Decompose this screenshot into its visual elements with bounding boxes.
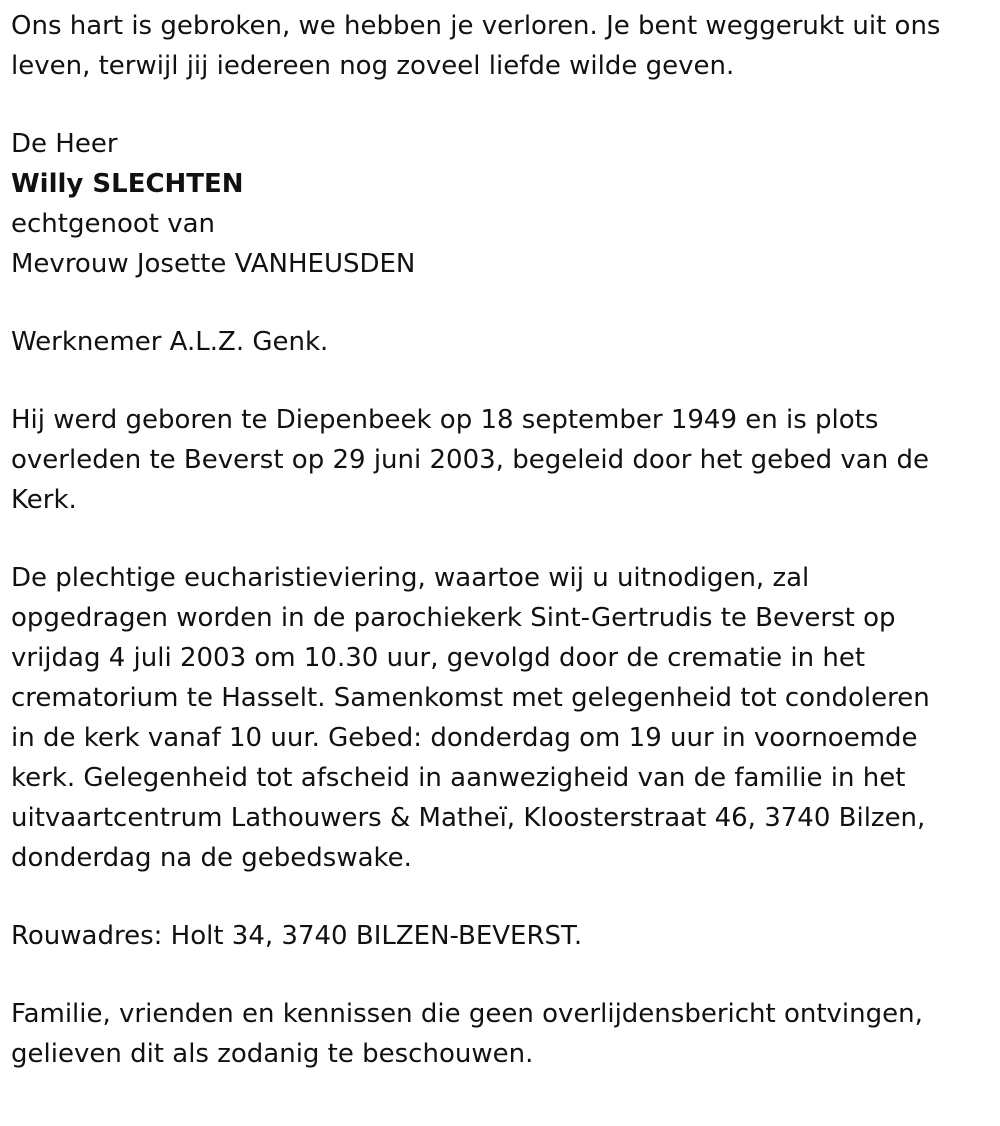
deceased-name: Willy SLECHTEN bbox=[11, 169, 244, 199]
identity-section bbox=[11, 124, 1000, 284]
closing-note: Familie, vrienden en kennissen die geen overlijdensbericht ontvingen, gelieven dit als zodanig te beschouwen. bbox=[11, 999, 923, 1069]
honorific-text: De Heer bbox=[11, 129, 118, 159]
occupation-text: Werknemer A.L.Z. Genk. bbox=[11, 327, 329, 357]
ceremony-details-paragraph: De plechtige eucharistieviering, waartoe wij u uitnodigen, zal opgedragen worden in de parochiekerk Sint-Gertrudis te Beverst op vrijdag 4 juli 2003 om 10.30 uur, gevolgd door de crematie in het crematorium te Hasselt. Samenkomst met gelegenheid tot condoleren in de kerk vanaf 10 uur. Gebed: donderdag om 19 uur in voornoemde kerk. Gelegenheid tot afscheid in aanwezigheid van de familie in het uitvaartcentrum Lathouwers & Matheï, Kloosterstraat 46, 3740 Bilzen, donderdag na de gebedswake. bbox=[11, 563, 930, 873]
opening-verse: Ons hart is gebroken, we hebben je verloren. Je bent weggerukt uit ons leven, terwijl jij iedereen nog zoveel liefde wilde geven. bbox=[11, 11, 941, 81]
mourning-address: Rouwadres: Holt 34, 3740 BILZEN-BEVERST. bbox=[11, 921, 583, 951]
relation-label: echtgenoot van bbox=[11, 209, 216, 239]
spouse-name: Mevrouw Josette VANHEUSDEN bbox=[11, 249, 416, 279]
birth-death-paragraph: Hij werd geboren te Diepenbeek op 18 september 1949 en is plots overleden te Beverst op 29 juni 2003, begeleid door het gebed van de Kerk. bbox=[11, 405, 929, 515]
